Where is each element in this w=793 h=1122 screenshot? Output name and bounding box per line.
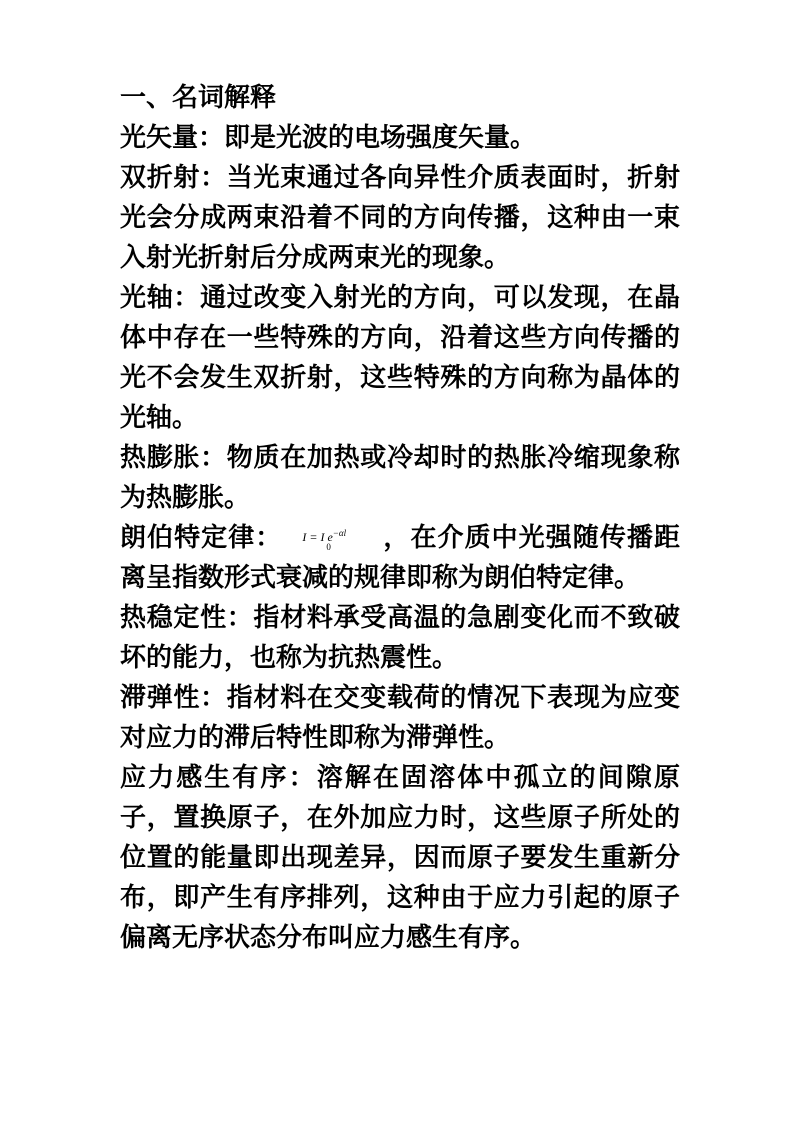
definition-lambert-law (120, 518, 680, 598)
formula-main (302, 530, 346, 545)
formula-exponent: −αl (332, 528, 347, 538)
term-label: 光轴： (120, 283, 201, 313)
term-label: 应力感生有序： (120, 763, 317, 793)
term-label: 光矢量： (120, 123, 225, 153)
term-label: 双折射： (120, 163, 227, 193)
definition-birefringence (120, 158, 680, 278)
term-label: 热膨胀： (120, 443, 227, 473)
definition-text: 当光束通过各向异性介质表面时，折射光会分成两束沿着不同的方向传播，这种由一束入射光折射后分成两束光的现象。 (120, 163, 680, 273)
definition-text: 指材料在交变载荷的情况下表现为应变对应力的滞后特性即称为滞弹性。 (120, 683, 680, 753)
definition-thermal-stability (120, 598, 680, 678)
definition-light-vector (120, 118, 680, 158)
definition-text: 通过改变入射光的方向，可以发现，在晶体中存在一些特殊的方向，沿着这些方向传播的光不会发生双折射，这些特殊的方向称为晶体的光轴。 (120, 283, 680, 433)
formula-lhs: I = I (302, 530, 325, 544)
definition-text: ，在介质中光强随传播距离呈指数形式衰减的规律即称为朗伯特定律。 (120, 523, 680, 593)
section-heading: 一、名词解释 (120, 83, 277, 113)
definition-text: 物质在加热或冷却时的热胀冷缩现象称为热膨胀。 (120, 443, 680, 513)
definition-anelasticity (120, 678, 680, 758)
formula-subscript: 0 (326, 542, 331, 552)
definition-text: 溶解在固溶体中孤立的间隙原子，置换原子，在外加应力时，这些原子所处的位置的能量即出现差异，因而原子要发生重新分布，即产生有序排列，这种由于应力引起的原子偏离无序状态分布叫应力感生有序。 (120, 763, 680, 953)
term-label: 热稳定性： (120, 603, 254, 633)
lambert-formula (282, 524, 382, 554)
definition-text: 即是光波的电场强度矢量。 (224, 123, 537, 153)
term-label: 滞弹性： (120, 683, 227, 713)
definition-text: 指材料承受高温的急剧变化而不致破坏的能力，也称为抗热震性。 (120, 603, 680, 673)
document-page (120, 78, 680, 958)
term-label: 朗伯特定律： (120, 523, 283, 553)
definition-optic-axis (120, 278, 680, 438)
definition-thermal-expansion (120, 438, 680, 518)
formula-base: e (327, 530, 333, 544)
definition-stress-induced-ordering (120, 758, 680, 958)
